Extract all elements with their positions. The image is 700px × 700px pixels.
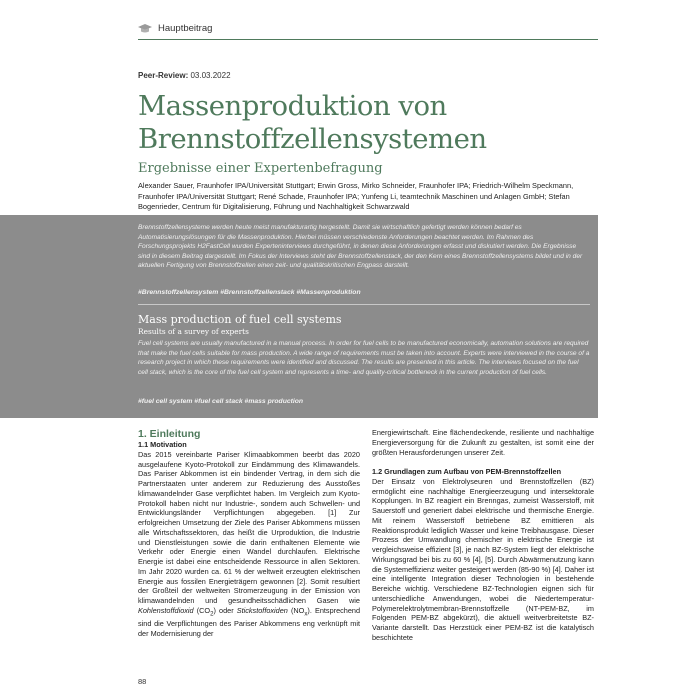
formula-nox-subscript: x	[304, 610, 308, 618]
section-header	[138, 18, 598, 40]
page-number: 88	[138, 677, 147, 686]
keywords-german: #Brennstoffzellensystem #Brennstoffzellenstack #Massenproduktion	[138, 289, 361, 296]
body-paragraph	[138, 450, 360, 639]
article-title-line2: Brennstoffzellensystemen	[138, 123, 487, 155]
subsection-heading-motivation: 1.1 Motivation	[138, 440, 187, 449]
body-paragraph-continued: Energiewirtschaft. Eine flächendeckende, resiliente und nachhaltige Energieversorgung für die Zukunft zu gestalten, ist somit eine der größten Herausforderungen unserer Zeit.	[372, 428, 594, 457]
term-nox: Stickstoffoxiden	[236, 605, 288, 615]
subsection-heading-pem: 1.2 Grundlagen zum Aufbau von PEM-Brennstoffzellen	[372, 467, 562, 476]
abstract-divider	[138, 304, 590, 305]
article-subtitle: Ergebnisse einer Expertenbefragung	[138, 161, 383, 176]
formula-co2-close: ) oder	[213, 605, 237, 615]
author-list: Alexander Sauer, Fraunhofer IPA/Universität Stuttgart; Erwin Gross, Mirko Schneider, Fraunhofer IPA; Friedrich-Wilhelm Speckmann, Fraunhofer IPA/Universität Stuttgart; René Schade, Fraunhofer IPA; Yunfeng Li, teamtechnik Maschinen und Anlagen GmbH; Stefan Bogenrieder, Centrum für Digitalisierung, Führung und Nachhaltigkeit Schwarzwald	[138, 181, 574, 211]
body-column-left	[138, 428, 360, 638]
paragraph-gap	[372, 457, 594, 467]
formula-co2-subscript: 2	[210, 610, 214, 618]
body-text-continued: ). Entsprechend sind die Verpflichtungen des Pariser Abkommens eng verknüpft mit der Modernisierung der	[138, 605, 361, 638]
peer-review-label: Peer-Review:	[138, 71, 189, 80]
abstract-german: Brennstoffzellensysteme werden heute meist manufakturartig hergestellt. Damit sie wirtschaftlich gefertigt werden können bedarf es Automatisierungslösungen für die Massenproduktion. Hierbei müssen verschiedenste Anforderungen beachtet werden. Im Rahmen des Forschungsprojekts H2FastCell wurden Experteninterviews durchgeführt, in denen diese Anforderungen erfasst und diskutiert werden. Die Ergebnisse sind in diesem Beitrag dargestellt. Im Fokus der Interviews steht der Brennstoffzellenstack, der den Kern eines Brennstoffzellensystems bildet und in der aktuellen Fertigung von Brennstoffzellen einen zeit- und qualitätskritischen Engpass darstellt.	[138, 224, 583, 270]
article-title-line1: Massenproduktion von	[138, 90, 447, 122]
body-paragraph-pem: Der Einsatz von Elektrolyseuren und Brennstoffzellen (BZ) ermöglicht eine nachhaltige Energieerzeugung und intersektorale Kopplungen. In BZ reagiert ein Brenngas, zumeist Wasserstoff, mit Sauerstoff und generiert dabei elektrische und thermische Energie. Mit reinem Wasserstoff betriebene BZ emittieren als Reaktionsprodukt lediglich Wasser und keine Treibhausgase. Dieser Prozess der Umwandlung chemischer in elektrische Energie ist vergleichsweise effizient [3], je nach BZ-System liegt der elektrische Wirkungsgrad bei bis zu 60 % [4], [5]. Durch Abwärmenutzung kann die Systemeffizienz weiter gesteigert werden (85-90 %) [4]. Daher ist eine intelligente Integration dieser Technologien in bestehende Bereiche wichtig. Verschiedene BZ-Technologien eignen sich für unterschiedliche Anwendungen, wobei die Niedertemperatur-Polymerelektrolytmembran-Brennstoffzelle (NT-PEM-BZ, im Folgenden PEM-BZ abgekürzt), die aktuell weitverbreitetste BZ-Variante darstellt. Das Herzstück einer PEM-BZ ist die katalytisch beschichtete	[372, 476, 594, 642]
body-column-right	[372, 428, 594, 643]
abstract-box	[0, 215, 598, 418]
english-subtitle: Results of a survey of experts	[138, 327, 249, 336]
body-text: Das 2015 vereinbarte Pariser Klimaabkommen beerbt das 2020 ausgelaufene Kyoto-Protokoll zur Eindämmung des Klimawandels. Das Pariser Abkommen ist ein bindender Vertrag, in dem sich die Partnerstaaten unter anderem zur Reduzierung des Ausstoßes klimawandelnder Gase verpflichtet haben. Im Vergleich zum Kyoto-Protokoll haben nicht nur Industrie-, sondern auch Schwellen- und Entwicklungsländer Verpflichtungen abgegeben. [1] Zur erfolgreichen Umsetzung der Ziele des Pariser Abkommens müssen alle Wirtschaftssektoren, das heißt die Urproduktion, die Industrie und Dienstleistungen sowie die darin enthaltenen Elemente wie Verkehr oder Energie einen Wandel durchlaufen. Elektrische Energie ist dabei eine entscheidende Ressource in allen Sektoren. Im Jahr 2020 wurden ca. 61 % der weltweit erzeugten elektrischen Energie aus fossilen Energieträgern gewonnen [2]. Somit resultiert der Großteil der weltweiten Stromerzeugung in der Emission von klimawandelnden und gesundheitsschädlichen Gasen wie	[138, 449, 360, 605]
peer-review-date: 03.03.2022	[190, 71, 231, 80]
abstract-english: Fuel cell systems are usually manufactured in a manual process. In order for fuel cells to be manufactured economically, automation solutions are required that make the fuel cells suitable for mass production. A wide range of requirements must be taken into account. Experts were interviewed in the course of a research project in which these requirements were identified and discussed. The results are presented in this article. The interviews focused on the fuel cell stack, which is the core of the fuel cell system and represents a time- and quality-critical bottleneck in the current production of fuel cells.	[138, 340, 590, 376]
formula-nox: (NO	[287, 605, 305, 615]
graduation-cap-icon	[138, 24, 152, 34]
article-title	[138, 90, 608, 156]
term-co2: Kohlenstoffdioxid	[138, 605, 194, 615]
peer-review-line	[138, 71, 231, 80]
english-title: Mass production of fuel cell systems	[138, 313, 342, 326]
section-heading: 1. Einleitung	[138, 428, 201, 440]
formula-co2: (CO	[196, 605, 211, 615]
section-label: Hauptbeitrag	[158, 23, 213, 34]
keywords-english: #fuel cell system #fuel cell stack #mass production	[138, 398, 304, 405]
